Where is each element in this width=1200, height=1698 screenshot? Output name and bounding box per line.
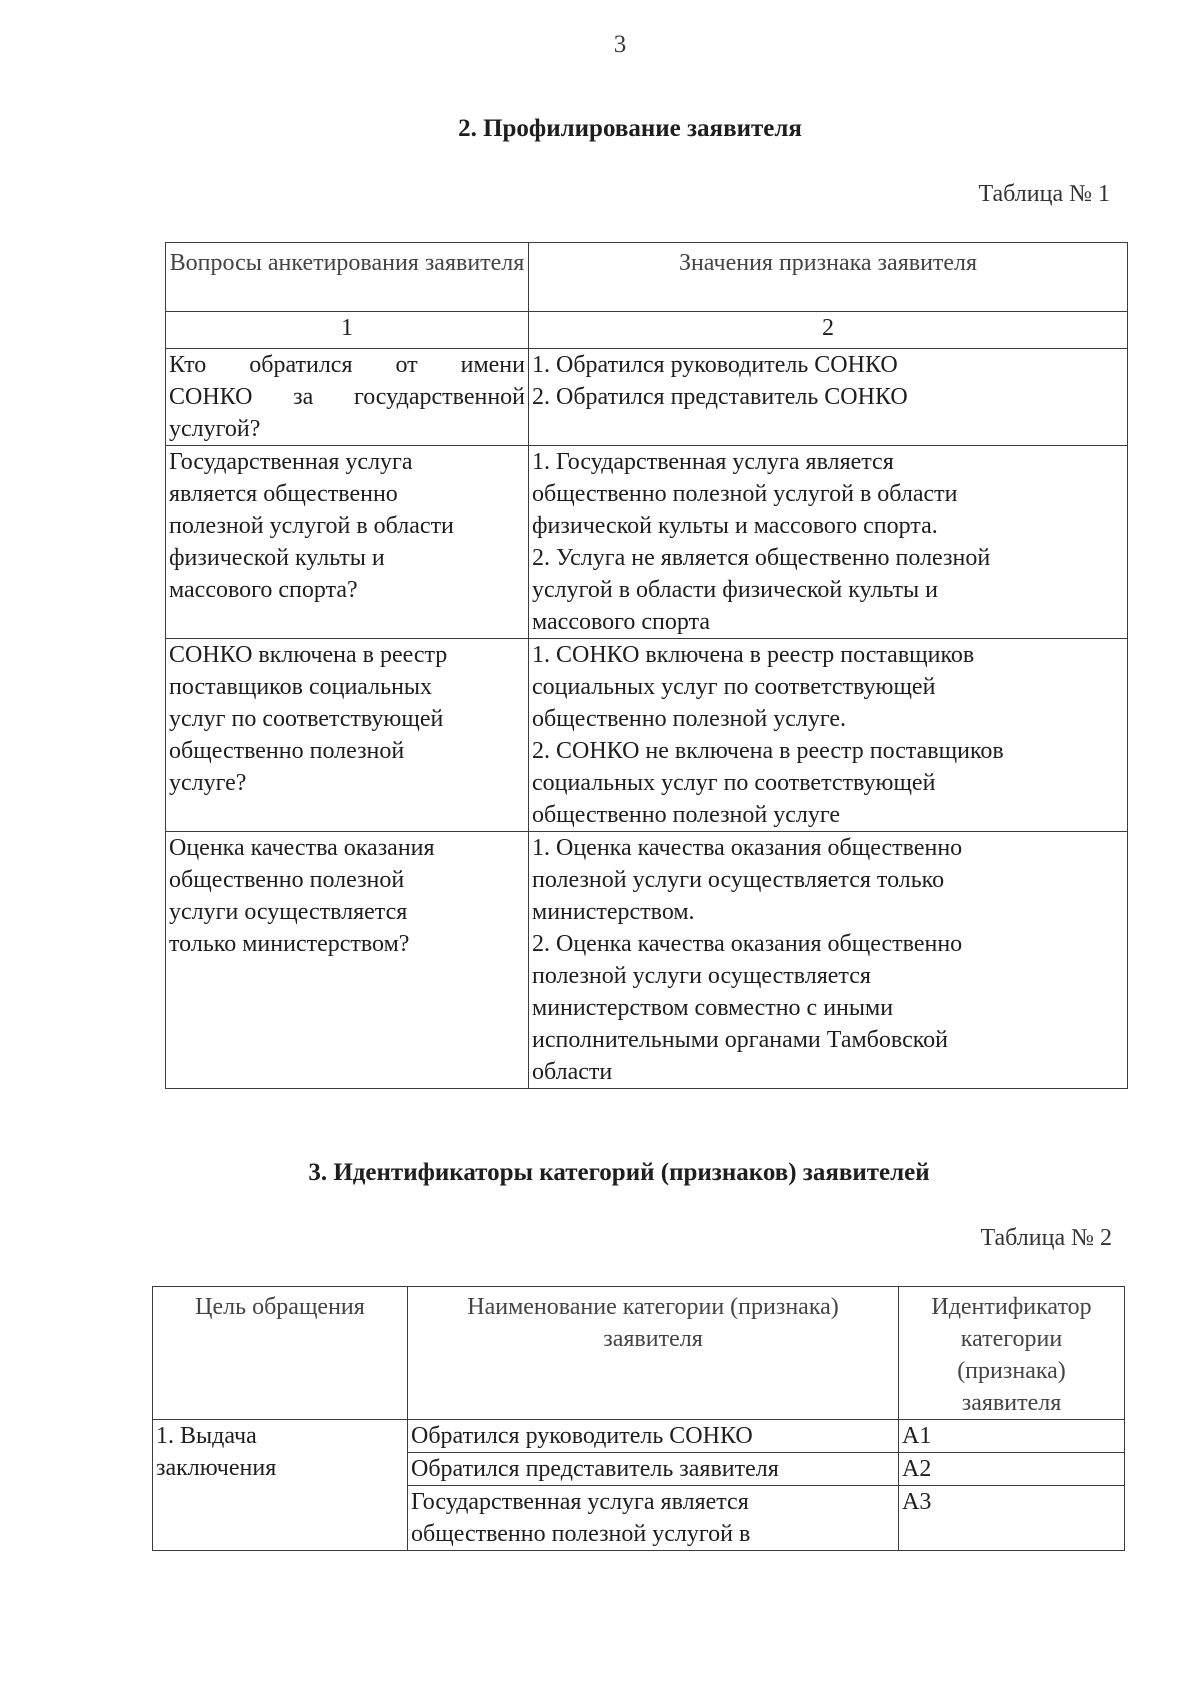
header-questions: Вопросы анкетирования заявителя (166, 243, 529, 312)
answer-line: массового спорта (532, 609, 711, 635)
question-line: Оценка качества оказания (169, 835, 435, 861)
question-line: общественно полезной (169, 738, 405, 764)
answer-line: 2. Обратился представитель СОНКО (532, 384, 908, 410)
header-values: Значения признака заявителя (529, 243, 1128, 312)
question-line: услуг по соответствующей (169, 706, 444, 732)
category-line: Обратился руководитель СОНКО (411, 1423, 753, 1449)
category-cell (408, 1420, 899, 1453)
question-line: общественно полезной (169, 867, 405, 893)
header-line: заявителя (961, 1390, 1062, 1416)
header-category-name (408, 1287, 899, 1420)
answer-line: полезной услуги осуществляется (532, 963, 871, 989)
table-row (166, 639, 1128, 832)
category-line: Государственная услуга является (411, 1489, 749, 1515)
answer-line: социальных услуг по соответствующей (532, 770, 936, 796)
header-line: категории (960, 1326, 1063, 1352)
question-line: услугой? (169, 416, 261, 442)
question-line: массового спорта? (169, 577, 358, 603)
answer-cell (529, 832, 1128, 1089)
table-header-row (166, 243, 1128, 312)
answer-line: 1. СОНКО включена в реестр поставщиков (532, 642, 975, 668)
answer-line: исполнительными органами Тамбовской (532, 1027, 949, 1053)
question-line: Кто обратился от имени (169, 352, 525, 378)
table-2-caption: Таблица № 2 (980, 1225, 1112, 1251)
answer-line: 1. Государственная услуга является (532, 449, 894, 475)
answer-line: министерством. (532, 899, 695, 925)
question-line: только министерством? (169, 931, 410, 957)
answer-line: социальных услуг по соответствующей (532, 674, 936, 700)
answer-line: области (532, 1059, 613, 1085)
question-line: услуги осуществляется (169, 899, 408, 925)
category-cell (408, 1453, 899, 1486)
purpose-cell (153, 1420, 408, 1551)
answer-line: полезной услуги осуществляется только (532, 867, 945, 893)
category-cell (408, 1486, 899, 1551)
question-line: физической культы и (169, 545, 385, 571)
table-row (166, 446, 1128, 639)
question-cell (166, 639, 529, 832)
question-cell (166, 832, 529, 1089)
category-identifiers-table (152, 1286, 1125, 1551)
answer-line: 2. Оценка качества оказания общественно (532, 931, 963, 957)
purpose-line: заключения (156, 1455, 277, 1481)
answer-line: общественно полезной услуге. (532, 706, 847, 732)
answer-cell (529, 349, 1128, 446)
identifier-cell: А2 (899, 1453, 1125, 1486)
column-number: 2 (529, 312, 1128, 349)
question-line: поставщиков социальных (169, 674, 433, 700)
question-line: СОНКО за государственной (169, 384, 525, 410)
table-row (153, 1420, 1125, 1453)
header-line: (признака) (957, 1358, 1066, 1384)
answer-line: услугой в области физической культы и (532, 577, 938, 603)
column-number: 1 (166, 312, 529, 349)
question-line: услуге? (169, 770, 247, 796)
category-line: Обратился представитель заявителя (411, 1456, 779, 1482)
answer-line: 2. Услуга не является общественно полезной (532, 545, 991, 571)
answer-cell (529, 446, 1128, 639)
applicant-profiling-table (165, 242, 1128, 1089)
header-purpose: Цель обращения (153, 1287, 408, 1420)
answer-line: министерством совместно с иными (532, 995, 894, 1021)
question-line: Государственная услуга (169, 449, 413, 475)
header-line: заявителя (603, 1326, 703, 1352)
answer-line: общественно полезной услуге (532, 802, 841, 828)
table-row (166, 832, 1128, 1089)
answer-line: 2. СОНКО не включена в реестр поставщиков (532, 738, 1004, 764)
column-numbers-row (166, 312, 1128, 349)
question-line: СОНКО включена в реестр (169, 642, 448, 668)
header-line: Идентификатор (931, 1294, 1092, 1320)
section-2-title: 2. Профилирование заявителя (458, 115, 802, 142)
answer-line: общественно полезной услугой в области (532, 481, 958, 507)
answer-line: 1. Оценка качества оказания общественно (532, 835, 963, 861)
answer-line: физической культы и массового спорта. (532, 513, 938, 539)
category-line: общественно полезной услугой в (411, 1521, 751, 1547)
identifier-cell: А1 (899, 1420, 1125, 1453)
answer-cell (529, 639, 1128, 832)
section-3-title: 3. Идентификаторы категорий (признаков) заявителей (308, 1159, 930, 1186)
table-row (166, 349, 1128, 446)
table-header-row (153, 1287, 1125, 1420)
header-identifier (899, 1287, 1125, 1420)
answer-line: 1. Обратился руководитель СОНКО (532, 352, 898, 378)
table-1-caption: Таблица № 1 (978, 181, 1110, 207)
question-cell (166, 349, 529, 446)
page-number: 3 (613, 31, 627, 58)
purpose-line: 1. Выдача (156, 1423, 257, 1449)
question-line: является общественно (169, 481, 398, 507)
identifier-cell: А3 (899, 1486, 1125, 1551)
header-line: Наименование категории (признака) (467, 1294, 839, 1320)
question-line: полезной услугой в области (169, 513, 454, 539)
question-cell (166, 446, 529, 639)
